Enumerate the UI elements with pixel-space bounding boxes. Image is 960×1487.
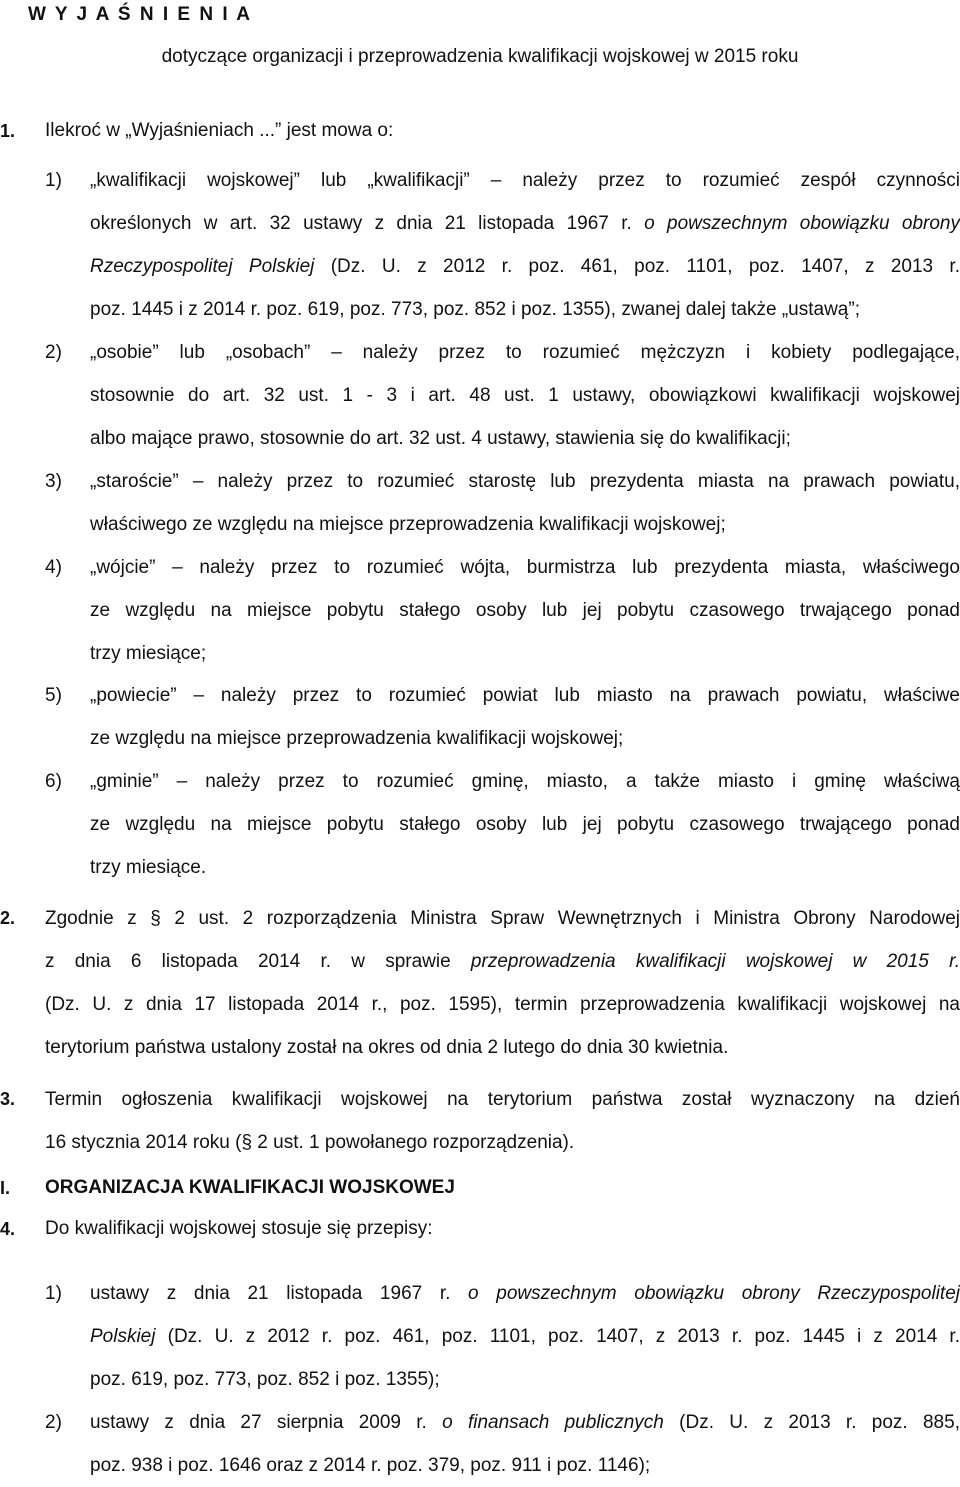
text-line: Rzeczypospolitej Polskiej (Dz. U. z 2012 r. poz. 461, poz. 1101, poz. 1407, z 2013 r. [90, 256, 960, 277]
document-title: W Y J A Ś N I E N I A [28, 4, 252, 25]
text-line: ze względu na miejsce pobytu stałego osoby lub jej pobytu czasowego trwającego ponad [90, 814, 960, 835]
text-line: Zgodnie z § 2 ust. 2 rozporządzenia Ministra Spraw Wewnętrznych i Ministra Obrony Narodowej [45, 908, 960, 929]
section-title: ORGANIZACJA KWALIFIKACJI WOJSKOWEJ [45, 1177, 455, 1198]
text-line: właściwego ze względu na miejsce przeprowadzenia kwalifikacji wojskowej; [90, 514, 726, 535]
text-line: „kwalifikacji wojskowej” lub „kwalifikacji” – należy przez to rozumieć zespół czynności [90, 170, 960, 191]
text-line: ze względu na miejsce pobytu stałego osoby lub jej pobytu czasowego trwającego ponad [90, 600, 960, 621]
text-line: albo mające prawo, stosownie do art. 32 ust. 4 ustawy, stawienia się do kwalifikacji; [90, 428, 791, 449]
paragraph-number: 2. [0, 908, 16, 928]
text-line: ustawy z dnia 21 listopada 1967 r. o powszechnym obowiązku obrony Rzeczypospolitej [90, 1283, 960, 1304]
list-number: 1) [45, 170, 62, 191]
act-title: o finansach publicznych [442, 1412, 664, 1433]
text-line: „gminie” – należy przez to rozumieć gminę, miasto, a także miasto i gminę właściwą [90, 771, 960, 792]
text-line: „powiecie” – należy przez to rozumieć powiat lub miasto na prawach powiatu, właściwe [90, 685, 960, 706]
list-number: 1) [45, 1283, 62, 1304]
text-line: stosownie do art. 32 ust. 1 - 3 i art. 48 ust. 1 ustawy, obowiązkowi kwalifikacji wojskowej [90, 385, 960, 406]
act-title: o powszechnym obowiązku obrony Rzeczypospolitej [468, 1283, 960, 1304]
paragraph-4-intro: Do kwalifikacji wojskowej stosuje się przepisy: [45, 1218, 433, 1239]
text-line: poz. 619, poz. 773, poz. 852 i poz. 1355); [90, 1369, 440, 1390]
text-line: Polskiej (Dz. U. z 2012 r. poz. 461, poz. 1101, poz. 1407, z 2013 r. poz. 1445 i z 2014 r. [90, 1326, 960, 1347]
list-number: 3) [45, 471, 62, 492]
section-number: I. [0, 1178, 11, 1198]
text-line: określonych w art. 32 ustawy z dnia 21 listopada 1967 r. o powszechnym obowiązku obrony [90, 213, 960, 234]
text-line: trzy miesiące; [90, 643, 207, 664]
list-number: 5) [45, 685, 62, 706]
regulation-title: przeprowadzenia kwalifikacji wojskowej w 2015 r. [470, 951, 960, 972]
text-line: „staroście” – należy przez to rozumieć starostę lub prezydenta miasta na prawach powiatu, [90, 471, 960, 492]
paragraph-1-intro: Ilekroć w „Wyjaśnieniach ...” jest mowa o: [45, 120, 394, 141]
list-number: 4) [45, 557, 62, 578]
text-line: „osobie” lub „osobach” – należy przez to rozumieć mężczyzn i kobiety podlegające, [90, 342, 960, 363]
paragraph-number: 1. [0, 121, 16, 141]
list-number: 2) [45, 342, 62, 363]
text-line: terytorium państwa ustalony został na okres od dnia 2 lutego do dnia 30 kwietnia. [45, 1037, 729, 1058]
paragraph-number: 3. [0, 1089, 16, 1109]
text-line: poz. 938 i poz. 1646 oraz z 2014 r. poz. 379, poz. 911 i poz. 1146); [90, 1455, 651, 1476]
text-line: z dnia 6 listopada 2014 r. w sprawie przeprowadzenia kwalifikacji wojskowej w 2015 r. [45, 951, 960, 972]
document-subtitle: dotyczące organizacji i przeprowadzenia kwalifikacji wojskowej w 2015 roku [161, 46, 799, 67]
act-title: Rzeczypospolitej Polskiej [90, 256, 315, 277]
text-line: poz. 1445 i z 2014 r. poz. 619, poz. 773, poz. 852 i poz. 1355), zwanej dalej także „ustawą”; [90, 299, 860, 320]
paragraph-number: 4. [0, 1219, 16, 1239]
list-number: 2) [45, 1412, 62, 1433]
text-line: ze względu na miejsce przeprowadzenia kwalifikacji wojskowej; [90, 728, 624, 749]
text-line: ustawy z dnia 27 sierpnia 2009 r. o finansach publicznych (Dz. U. z 2013 r. poz. 885, [90, 1412, 960, 1433]
text-line: (Dz. U. z dnia 17 listopada 2014 r., poz. 1595), termin przeprowadzenia kwalifikacji wojskowej na [45, 994, 960, 1015]
list-number: 6) [45, 771, 62, 792]
text-line: Termin ogłoszenia kwalifikacji wojskowej na terytorium państwa został wyznaczony na dzień [45, 1089, 960, 1110]
text-line: „wójcie” – należy przez to rozumieć wójta, burmistrza lub prezydenta miasta, właściwego [90, 557, 960, 578]
text-line: trzy miesiące. [90, 857, 207, 878]
act-title: Polskiej [90, 1326, 156, 1347]
text-line: 16 stycznia 2014 roku (§ 2 ust. 1 powołanego rozporządzenia). [45, 1132, 575, 1153]
act-title: o powszechnym obowiązku obrony [644, 213, 960, 234]
